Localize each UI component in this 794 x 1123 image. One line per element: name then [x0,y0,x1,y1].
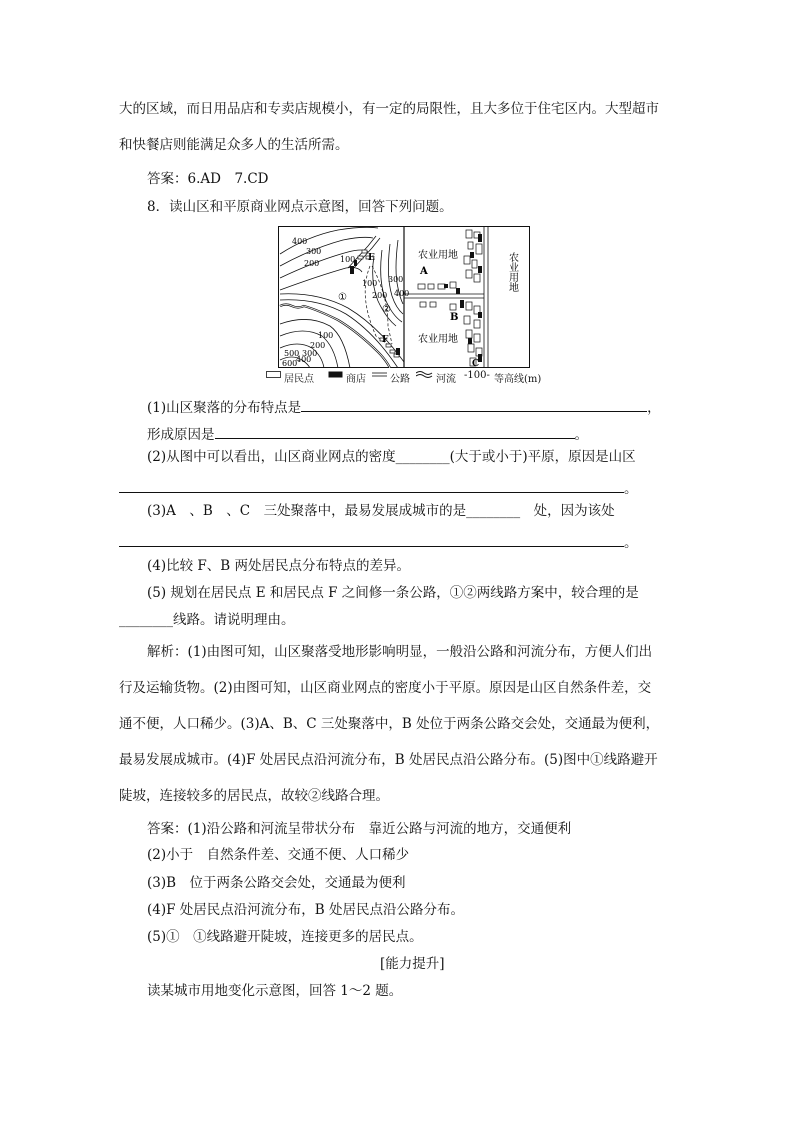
river-icon [416,370,434,379]
farmland-label-1: 农业用地 [418,250,458,261]
question-1a [147,397,661,417]
question-8-intro: 8．读山区和平原商业网点示意图，回答下列问题。 [147,199,453,215]
answer-line-3: (3)B 位于两条公路交会处，交通最为便利 [147,875,406,891]
legend-river: 河流 [436,374,456,385]
contour-label: 200 [304,259,320,268]
analysis-line-2: 行及运输货物。(2)由图可知，山区商业网点的密度小于平原。原因是山区自然条件差，交 [119,680,652,696]
question-5b: ________线路。请说明理由。 [119,612,295,628]
contour-label: 100 [362,279,378,288]
label-b: B [450,312,459,323]
contour-label: 600 [282,359,298,368]
analysis-line-3: 通不便，人口稀少。(3)A、B、C 三处聚落中，B 处位于两条公路交会处，交通最为便利， [119,716,660,732]
next-question-intro: 读某城市用地变化示意图，回答 1～2 题。 [147,983,403,999]
contour-label: 400 [296,355,312,364]
analysis-line-5: 陡坡，连接较多的居民点，故较②线路合理。 [119,788,389,804]
label-e: E [368,253,375,263]
question-1b [147,424,588,444]
label-c: C [472,359,480,368]
legend-contour-sample: -100- [464,370,490,381]
question-2-end: 。 [624,481,638,497]
contour-label: 200 [372,291,388,300]
route-2-label: ② [382,304,391,315]
residence-icon [266,370,282,379]
question-2: (2)从图中可以看出，山区商业网点的密度________(大于或小于)平原，原因是山区 [147,449,636,465]
answer-blank [215,424,575,439]
shop-icon [328,370,344,379]
answer-blank [301,397,647,412]
question-5a: (5) 规划在居民点 E 和居民点 F 之间修一条公路，①②两线路方案中，较合理的是 [147,585,639,601]
question-3-blank [119,532,638,552]
road-icon [372,370,388,379]
legend-residence: 居民点 [284,374,314,385]
contour-label: 400 [394,289,410,298]
contour-label: 400 [292,237,308,246]
answer-6-7: 答案：6.AD 7.CD [147,171,269,187]
answer-line-4: (4)F 处居民点沿河流分布，B 处居民点沿公路分布。 [147,902,464,918]
question-3: (3)A 、B 、C 三处聚落中，最易发展成城市的是________ 处，因为该处 [147,503,615,519]
contour-label: 300 [388,275,404,284]
question-1a-end: ， [647,400,661,416]
label-a: A [420,266,428,277]
contour-label: 300 [302,349,318,358]
contour-label: 500 [284,349,300,358]
question-3-end: 。 [624,535,638,551]
analysis-line-1: 解析：(1)由图可知，山区聚落受地形影响明显，一般沿公路和河流分布，方便人们出 [147,644,653,660]
answer-blank [119,478,624,493]
contour-label: 100 [340,255,356,264]
answer-line-5: (5)① ①线路避开陡坡，连接更多的居民点。 [147,929,423,945]
farmland-label-3: 农业用地 [506,252,518,292]
question-2-blank [119,478,638,498]
paragraph-line-2: 和快餐店则能满足众多人的生活所需。 [119,137,349,153]
contour-label: 100 [318,331,334,340]
question-1a-text: (1)山区聚落的分布特点是 [147,400,302,416]
answer-line-2: (2)小于 自然条件差、交通不便、人口稀少 [147,847,410,863]
question-1b-text: 形成原因是 [147,427,215,443]
question-1b-end: 。 [574,427,588,443]
paragraph-line-1: 大的区域，而日用品店和专卖店规模小，有一定的局限性，且大多位于住宅区内。大型超市 [119,101,659,117]
label-f: F [382,335,389,345]
answer-line-1: 答案：(1)沿公路和河流呈带状分布 靠近公路与河流的地方，交通便利 [147,821,572,837]
map-legend [266,370,566,384]
farmland-label-2: 农业用地 [418,334,458,345]
contour-label: 300 [306,247,322,256]
legend-road: 公路 [390,374,410,385]
section-heading: [能力提升] [380,956,445,972]
question-4: (4)比较 F、B 两处居民点分布特点的差异。 [147,558,410,574]
legend-contour: 等高线(m) [494,374,542,385]
answer-blank [119,532,624,547]
contour-label: 200 [310,341,326,350]
route-1-label: ① [338,292,347,303]
commerce-map-figure [278,226,530,368]
legend-shop: 商店 [346,374,366,385]
analysis-line-4: 最易发展成城市。(4)F 处居民点沿河流分布，B 处居民点沿公路分布。(5)图中①线路避开 [119,752,658,768]
